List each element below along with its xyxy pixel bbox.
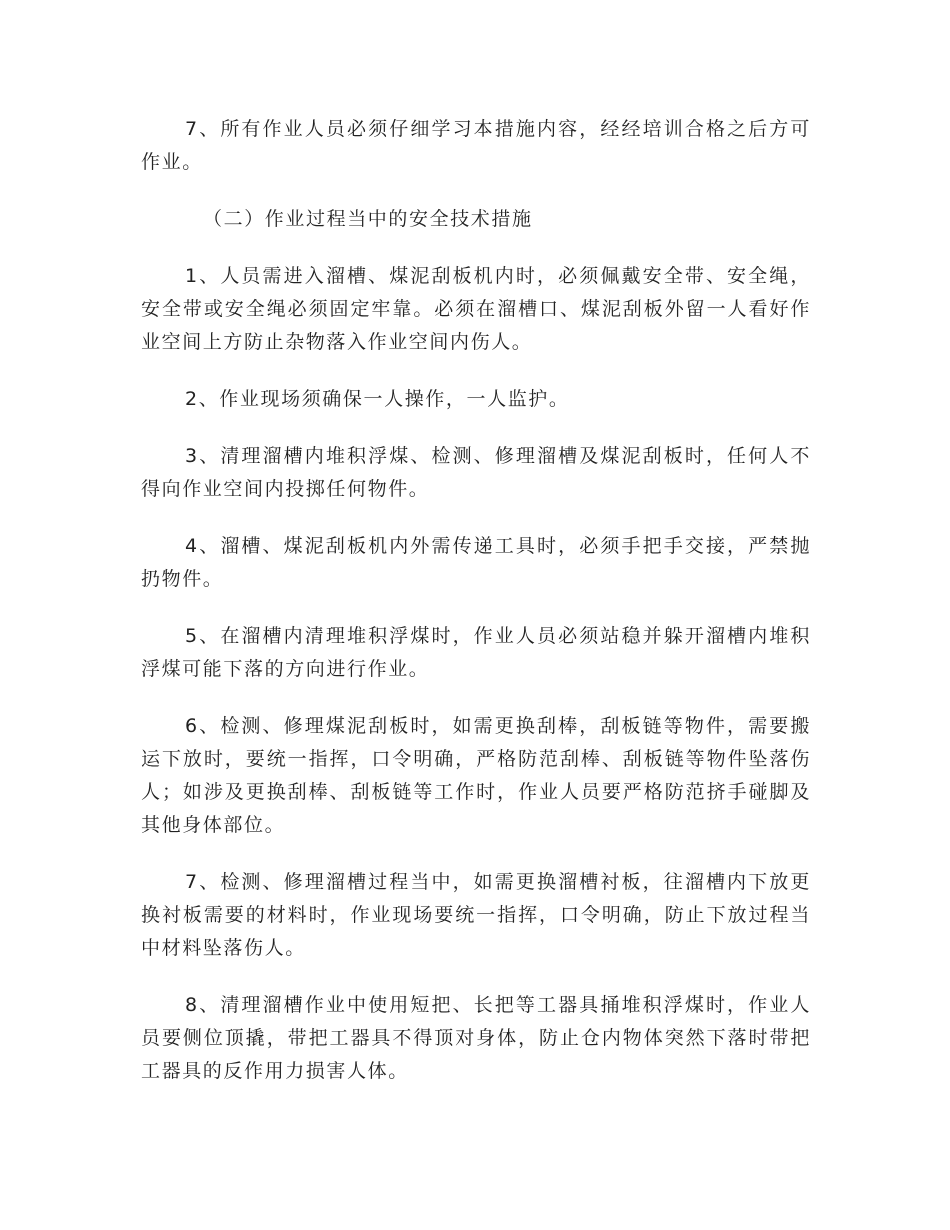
section-heading: （二）作业过程当中的安全技术措施 [203, 208, 533, 230]
paragraph-item-2: 2、作业现场须确保一人操作，一人监护。 [185, 388, 570, 410]
paragraph-item-5: 5、在溜槽内清理堆积浮煤时，作业人员必须站稳并躲开溜槽内堆积浮煤可能下落的方向进行作业。 [141, 625, 811, 680]
paragraph-item-7-training: 7、所有作业人员必须仔细学习本措施内容，经经培训合格之后方可作业。 [141, 118, 811, 173]
paragraph-item-4: 4、溜槽、煤泥刮板机内外需传递工具时，必须手把手交接，严禁抛扔物件。 [141, 535, 811, 590]
document-body [141, 113, 811, 1112]
paragraph-item-6: 6、检测、修理煤泥刮板时，如需更换刮棒，刮板链等物件，需要搬运下放时，要统一指挥，口令明确，严格防范刮棒、刮板链等物件坠落伤人；如涉及更换刮棒、刮板链等工作时，作业人员要严格防范挤手碰脚及其他身体部位。 [141, 715, 811, 836]
paragraph-item-7: 7、检测、修理溜槽过程当中，如需更换溜槽衬板，往溜槽内下放更换衬板需要的材料时，作业现场要统一指挥，口令明确，防止下放过程当中材料坠落伤人。 [141, 871, 811, 959]
paragraph-item-8: 8、清理溜槽作业中使用短把、长把等工器具捅堆积浮煤时，作业人员要侧位顶撬，带把工器具不得顶对身体，防止仓内物体突然下落时带把工器具的反作用力损害人体。 [141, 994, 811, 1082]
paragraph-item-1: 1、人员需进入溜槽、煤泥刮板机内时，必须佩戴安全带、安全绳，安全带或安全绳必须固定牢靠。必须在溜槽口、煤泥刮板外留一人看好作业空间上方防止杂物落入作业空间内伤人。 [141, 265, 811, 353]
paragraph-item-3: 3、清理溜槽内堆积浮煤、检测、修理溜槽及煤泥刮板时，任何人不得向作业空间内投掷任何物件。 [141, 445, 811, 500]
